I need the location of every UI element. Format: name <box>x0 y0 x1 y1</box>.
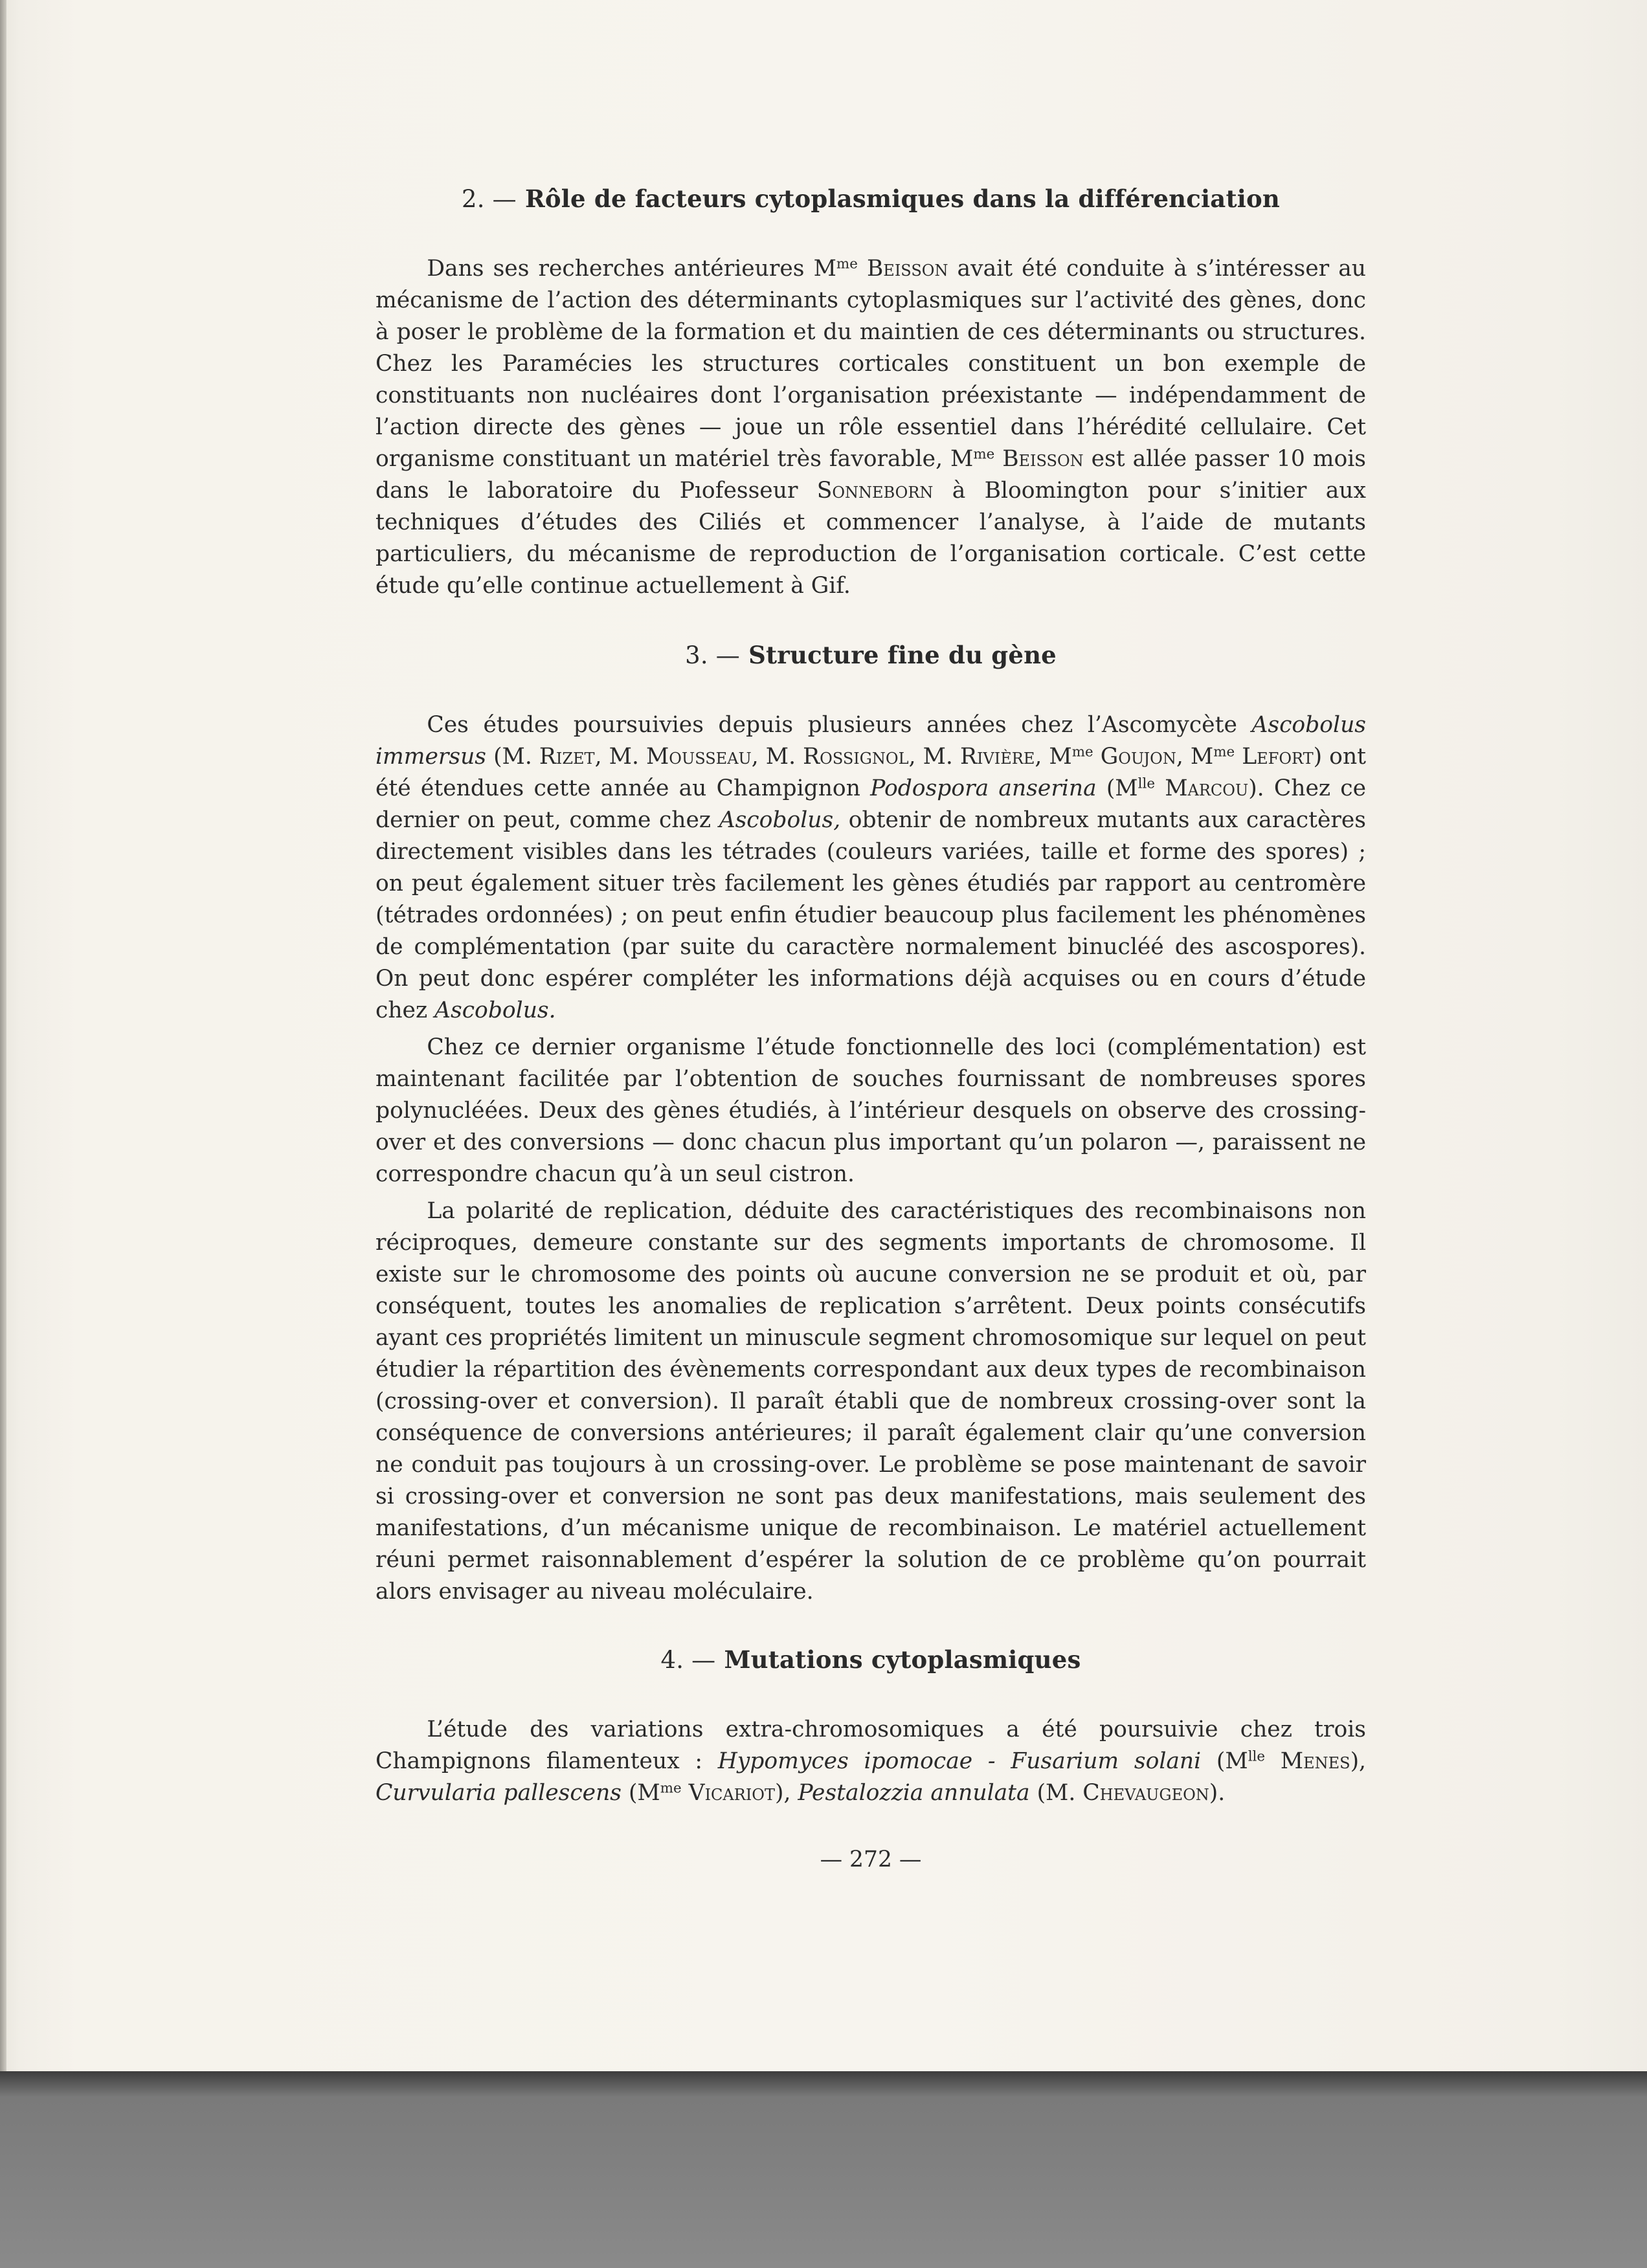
text-run: , M. <box>908 744 960 770</box>
section-3-number: 3. — <box>685 641 740 669</box>
species-name: Hypomyces ipomocae - Fusarium solani <box>717 1748 1202 1774</box>
text-run: Ces études poursuivies depuis plusieurs années chez l’Ascomycète <box>427 712 1252 738</box>
author-name: Rivière <box>959 744 1035 770</box>
section-2-number: 2. — <box>462 185 517 213</box>
text-run <box>1155 775 1165 801</box>
section-4-heading <box>375 1645 1366 1674</box>
section-3-paragraph-2: Chez ce dernier organisme l’étude fonctionnelle des loci (complémentation) est maintenant facilitée par l’obtention de souches fournissant de nombreuses spores polynucléées. Deux des gènes étudiés, à l’intérieur desquels on observe des crossing-over et des conversions — donc chacun plus important qu’un polaron —, paraissent ne correspondre chacun qu’à un seul cistron. <box>375 1034 1366 1187</box>
species-name: Curvularia pallescens <box>375 1780 622 1806</box>
text-run: , M. <box>751 744 803 770</box>
text-run: ). Chez ce dernier on peut, comme chez <box>375 775 1366 833</box>
text-run: avait été conduite à s’intéresser au mécanisme de l’action des déterminants cytoplasmiques sur l’activité des gènes, donc à poser le problème de la formation et du maintien de ces déterminants ou structures. Chez les Paramécies les structures corticales constituent un bon exemple de constituants non nucléaires dont l’organisation préexistante — indépendamment de l’action directe des gènes — joue un rôle essentiel dans l’hérédité cellulaire. Cet organisme constituant un matériel très favorable, M <box>375 256 1366 472</box>
species-name: Pestalozzia annulata <box>798 1780 1030 1806</box>
text-run <box>1093 744 1101 770</box>
text-run: Dans ses recherches antérieures M <box>427 256 836 282</box>
superscript: me <box>973 446 995 463</box>
superscript: me <box>836 256 858 272</box>
species-name: Ascobolus, <box>719 807 841 833</box>
superscript: me <box>660 1780 682 1797</box>
text-run: (M <box>1096 775 1138 801</box>
section-3-paragraph-1 <box>375 709 1366 1027</box>
author-name: Rizet <box>539 744 595 770</box>
section-3-paragraph-3: La polarité de replication, déduite des caractéristiques des recombinaisons non réciproques, demeure constante sur des segments importants de chromosome. Il existe sur le chromosome des points où aucune conversion ne se produit et où, par conséquent, toutes les anomalies de replication s’arrêtent. Deux points consécutifs ayant ces propriétés limitent un minuscule segment chromosomique sur lequel on peut étudier la répartition des évènements correspondant aux deux types de recombinaison (crossing-over et conversion). Il paraît établi que de nombreux crossing-over sont la conséquence de conversions antérieures; il paraît également clair qu’une conversion ne conduit pas toujours à un crossing-over. Le problème se pose maintenant de savoir si crossing-over et conversion ne sont pas deux manifestations, mais seulement des manifestations, d’un mécanisme unique de recombinaison. Le matériel actuellement réuni permet raisonnablement d’espérer la solution de ce problème qu’on pourrait alors envisager au niveau moléculaire. <box>375 1198 1366 1605</box>
text-run: ) ont été étendues cette année au Champignon <box>375 744 1367 801</box>
author-name: Chevaugeon <box>1082 1780 1209 1806</box>
author-name: Beisson <box>1002 446 1084 472</box>
author-name: Menes <box>1280 1748 1350 1774</box>
text-run: (M <box>622 1780 660 1806</box>
text-run: (M <box>1201 1748 1248 1774</box>
page-content <box>375 184 1366 1873</box>
section-3-heading <box>375 641 1366 669</box>
text-run <box>1235 744 1242 770</box>
superscript: lle <box>1248 1748 1266 1765</box>
page-number: — 272 — <box>820 1847 922 1873</box>
text-run: , M. <box>594 744 646 770</box>
text-run: ). <box>1209 1780 1226 1806</box>
section-2-heading <box>375 184 1366 213</box>
author-name: Vicariot <box>688 1780 775 1806</box>
section-4-number: 4. — <box>660 1646 716 1674</box>
author-name: Lefort <box>1242 744 1314 770</box>
scanner-background <box>0 2071 1647 2268</box>
author-name: Beisson <box>866 256 948 282</box>
species-name: Ascobolus immersus <box>375 712 1366 770</box>
text-run: à Bloomington pour s’initier aux techniques d’études des Ciliés et commencer l’analyse, à l’aide de mutants particuliers, du mécanisme de reproduction de l’organisation corticale. C’est cette étude qu’elle continue actuellement à Gif. <box>375 478 1366 599</box>
author-name: Sonneborn <box>816 478 934 504</box>
text-run: (M. <box>486 744 539 770</box>
text-run: est allée passer 10 mois dans le laboratoire du Pıofesseur <box>375 446 1366 504</box>
superscript: me <box>1071 744 1093 761</box>
section-2-title: Rôle de facteurs cytoplasmiques dans la différenciation <box>524 184 1280 213</box>
section-2-paragraph <box>375 253 1366 602</box>
superscript: me <box>1213 744 1235 761</box>
section-3-title: Structure fine du gène <box>748 641 1057 669</box>
text-run: (M. <box>1029 1780 1083 1806</box>
text-run: obtenir de nombreux mutants aux caractères directement visibles dans les tétrades (couleurs variées, taille et forme des spores) ; on peut également situer très facilement les gènes étudiés par rapport au centromère (tétrades ordonnées) ; on peut enfin étudier beaucoup plus facilement les phénomènes de complémentation (par suite du caractère normalement binucléé des ascospores). On peut donc espérer compléter les informations déjà acquises ou en cours d’étude chez <box>375 807 1367 1023</box>
author-name: Rossignol <box>803 744 909 770</box>
text-run: ), <box>1350 1748 1366 1774</box>
text-run: , M <box>1035 744 1072 770</box>
text-run <box>1265 1748 1281 1774</box>
section-4-title: Mutations cytoplasmiques <box>724 1645 1081 1674</box>
species-name: Podospora anserina <box>870 775 1097 801</box>
text-run <box>682 1780 689 1806</box>
page-binding-edge <box>0 0 6 2071</box>
text-run: , M <box>1176 744 1214 770</box>
section-4-paragraph <box>375 1714 1366 1809</box>
author-name: Marcou <box>1165 775 1249 801</box>
text-run: ), <box>774 1780 798 1806</box>
author-name: Mousseau <box>645 744 752 770</box>
species-name: Ascobolus. <box>434 997 556 1023</box>
author-name: Goujon <box>1100 744 1176 770</box>
text-run: L’étude des variations extra-chromosomiques a été poursuivie chez trois Champignons filamenteux : <box>375 1717 1366 1774</box>
superscript: lle <box>1137 775 1155 792</box>
